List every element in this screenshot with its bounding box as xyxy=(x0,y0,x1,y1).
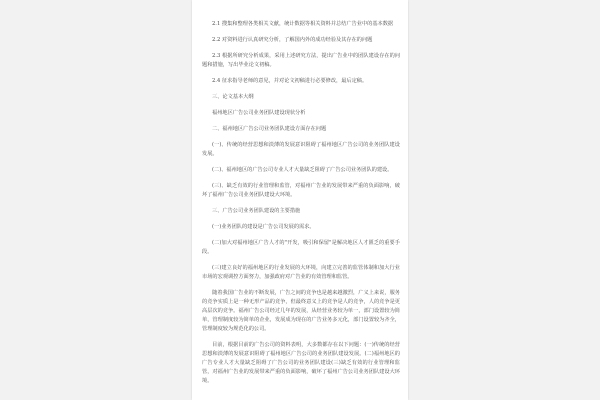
paragraph-2-1: 2.1 搜集和整理各类相关文献，统计数据等相关资料并总结广告业中的基本数据 xyxy=(212,21,394,27)
section-heading-measures: 三、广告公司业务团队建设的主要措施 xyxy=(212,208,301,214)
measure-3: (三)建立良好的福州地区的行业发展的大环境，向建立完善的监管体制和加大行业市场的宏观调控方面努力，加强政府对广告业的有效管理和监管。 xyxy=(202,265,400,280)
document-page xyxy=(192,0,408,400)
measure-1: (一)业务团队的建设是广告公司发展的需求。 xyxy=(212,224,315,230)
measure-2: (二)加大对福州地区广告人才的"开发，吸引和保留"是解决地区人才匮乏的重要手段。 xyxy=(202,240,400,255)
outline-item-2: 二、福州地区广告公司业务团队建设方面存在问题 xyxy=(212,126,327,132)
problem-2: (二)、福州地区的广告公司专业人才大量缺乏阻碍了广告公司业务团队的建设。 xyxy=(212,167,393,173)
problem-3: (三)、缺乏有效的行业管理和监管，对福州广告业的发展带来严重的负面影响，破坏了福州广告公司业务团队建设大环境。 xyxy=(202,183,400,198)
outline-item-1: 福州地区广告公司业务团队建设现状分析 xyxy=(212,110,306,116)
paragraph-2-2: 2.2 对资料进行认真研究分析，了解国内外的成功经验及其存在的问题 xyxy=(212,37,373,43)
problem-1: (一)、传统的经营思想和淡薄的发展意识阻碍了福州地区广告公司的业务团队建设发展。 xyxy=(202,142,400,157)
document-body xyxy=(202,20,400,393)
body-paragraph-competition: 随着我国广告业的不断发展，广告之间的竞争也是越来越激烈，广义上来说，服务的竞争实质上是一种无形产品的竞争，但最终意义上的竞争是人的竞争，人的竞争是更高层次的竞争。福州广告公司经过几年的发展，从经营业务较为单一，部门设置较为简单，管理制度较为简单的企业，发展成为现在的广告业务多元化，部门设置较为齐全，管理制度较为规范化的公司。 xyxy=(202,290,400,332)
section-heading-outline: 三、论文基本大纲 xyxy=(212,94,254,100)
paragraph-2-3: 2.3 根据所研究分析成果，采用上述研究方法，提出广告业中的团队建设存在的问题和措施，写出毕业论文初稿。 xyxy=(202,53,400,68)
body-paragraph-current: 目前，根据目前的广告公司的资料表明，大多数都存在以下问题：(一)传统的经营思想和淡薄的发展意识阻碍了福州地区广告公司的业务团队建设发展。(二)福州地区的广告专业人才大量缺乏阻碍了广告公司的业务团队建设(三)缺乏有效的行业管理和监管，对福州广告业的发展带来严重的负面影响，破坏了福州广告公司业务团队建设大环境。 xyxy=(202,342,400,384)
paragraph-2-4: 2.4 征求指导老师的意见，并对论文初稿进行必要修改，最后定稿。 xyxy=(212,78,368,84)
